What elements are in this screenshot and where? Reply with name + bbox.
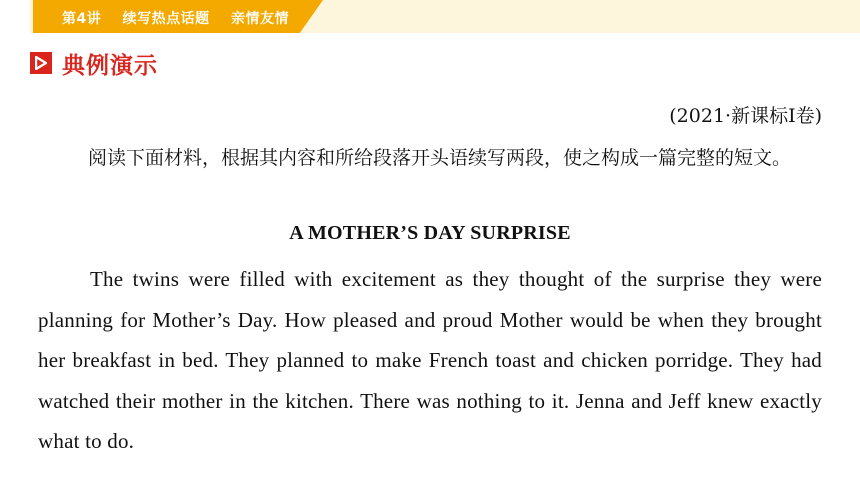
play-icon bbox=[30, 52, 52, 74]
section-heading bbox=[30, 48, 158, 78]
instruction-text: 阅读下面材料，根据其内容和所给段落开头语续写两段，使之构成一篇完整的短文。 bbox=[88, 147, 792, 169]
lecture-subtopic: 亲情友情 bbox=[231, 11, 289, 27]
story-paragraph: The twins were filled with excitement as they thought of the surprise they were planning for Mother’s Day. How pleased and proud Mother would be when they brought her breakfast in bed. They planned to make French toast and chicken porridge. They had watched their mother in the kitchen. There was nothing to it. Jenna and Jeff knew exactly what to do. bbox=[38, 267, 822, 453]
header-tab-text bbox=[62, 8, 305, 28]
exam-source: (2021·新课标Ⅰ卷) bbox=[669, 105, 822, 127]
lecture-number: 第4讲 bbox=[62, 11, 102, 27]
header-left-margin bbox=[0, 0, 30, 33]
section-title: 典例演示 bbox=[62, 52, 158, 79]
story-title: A MOTHER’S DAY SURPRISE bbox=[289, 222, 571, 244]
lecture-topic: 续写热点话题 bbox=[122, 11, 210, 27]
